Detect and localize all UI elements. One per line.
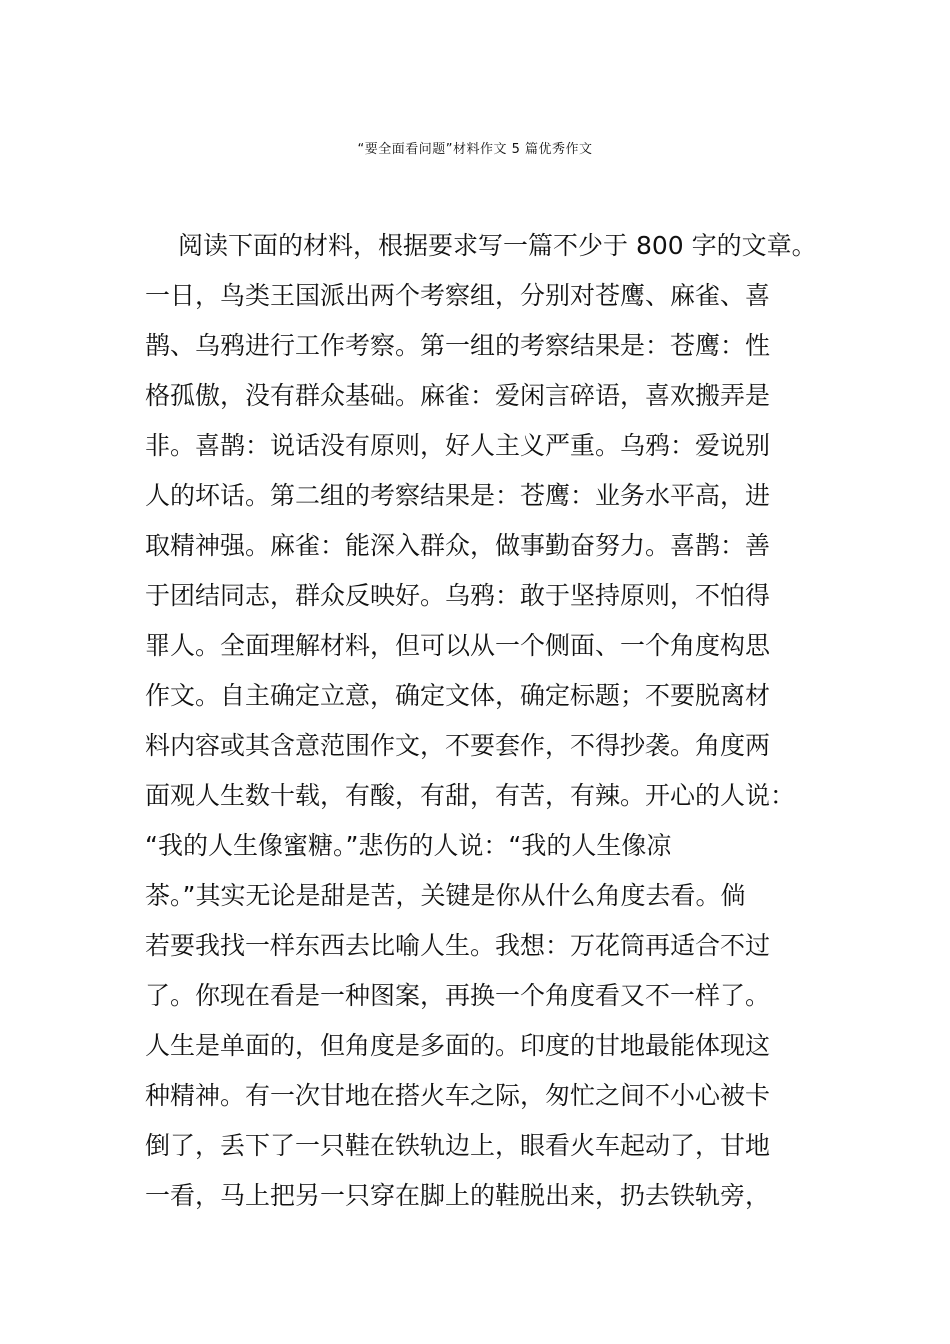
- body-line: 阅读下面的材料，根据要求写一篇不少于 800 字的文章。: [178, 231, 817, 260]
- body-line: 了。你现在看是一种图案，再换一个角度看又不一样了。: [145, 981, 771, 1010]
- body-line: 料内容或其含意范围作文，不要套作，不得抄袭。角度两: [145, 731, 771, 760]
- body-line: 格孤傲，没有群众基础。麻雀：爱闲言碎语，喜欢搬弄是: [145, 381, 771, 410]
- body-line: 种精神。有一次甘地在搭火车之际，匆忙之间不小心被卡: [145, 1081, 771, 1110]
- body-line: 倒了，丢下了一只鞋在铁轨边上，眼看火车起动了，甘地: [145, 1131, 771, 1160]
- body-line: 茶。”其实无论是甜是苦，关键是你从什么角度去看。倘: [145, 881, 746, 910]
- body-line: 鹊、乌鸦进行工作考察。第一组的考察结果是：苍鹰：性: [145, 331, 771, 360]
- body-line: “我的人生像蜜糖。”悲伤的人说：“我的人生像凉: [145, 831, 672, 860]
- body-line: 罪人。全面理解材料，但可以从一个侧面、一个角度构思: [145, 631, 771, 660]
- body-line: 取精神强。麻雀：能深入群众，做事勤奋努力。喜鹊：善: [145, 531, 771, 560]
- body-line: 人生是单面的，但角度是多面的。印度的甘地最能体现这: [145, 1031, 771, 1060]
- body-line: 非。喜鹊：说话没有原则，好人主义严重。乌鸦：爱说别: [145, 431, 771, 460]
- document-title: “要全面看问题”材料作文 5 篇优秀作文: [357, 142, 593, 157]
- body-line: 人的坏话。第二组的考察结果是：苍鹰：业务水平高，进: [145, 481, 771, 510]
- body-line: 作文。自主确定立意，确定文体，确定标题；不要脱离材: [145, 681, 771, 710]
- body-line: 一日，鸟类王国派出两个考察组，分别对苍鹰、麻雀、喜: [145, 281, 771, 310]
- body-line: 若要我找一样东西去比喻人生。我想：万花筒再适合不过: [145, 931, 771, 960]
- body-line: 于团结同志，群众反映好。乌鸦：敢于坚持原则，不怕得: [145, 581, 771, 610]
- body-line: 面观人生数十载，有酸，有甜，有苦，有辣。开心的人说：: [145, 781, 796, 810]
- body-line: 一看，马上把另一只穿在脚上的鞋脱出来，扔去铁轨旁，: [145, 1181, 771, 1210]
